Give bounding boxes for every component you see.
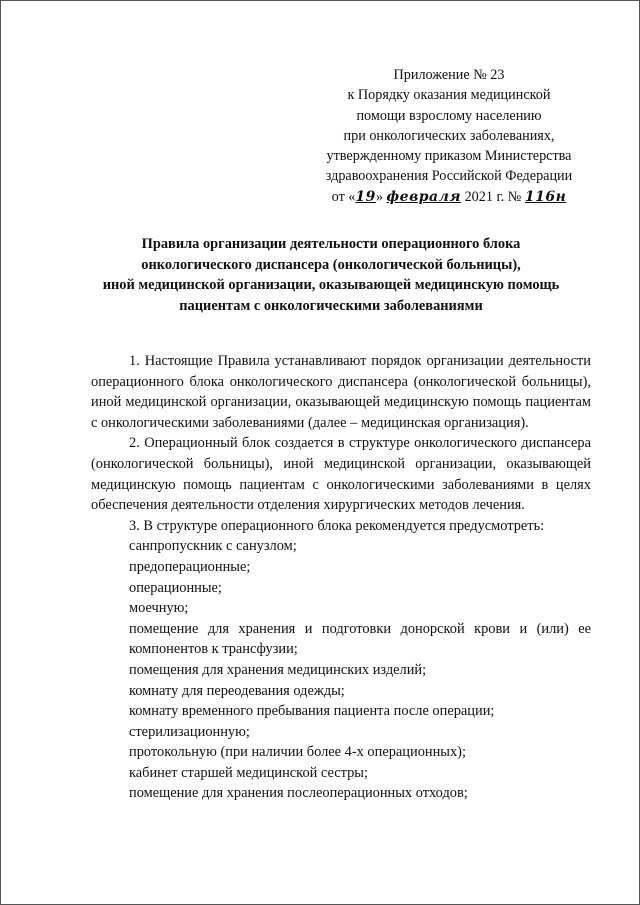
list-item: операционные; bbox=[129, 579, 222, 596]
list-item: моечную; bbox=[129, 600, 189, 617]
list-item: помещение для хранения послеоперационных отходов; bbox=[129, 785, 468, 802]
title-line: онкологического диспансера (онкологической больницы), bbox=[141, 256, 521, 273]
list-item: протокольную (при наличии более 4-х операционных); bbox=[129, 744, 466, 761]
paragraph-1: 1. Настоящие Правила устанавливают порядок организации деятельности операционного блока онкологического диспансера (онкологической больницы), иной медицинской организации, оказывающей медицинскую помощь пациентам с онкологическими заболеваниями (далее – медицинская организация). bbox=[91, 353, 591, 431]
list-item: стерилизационную; bbox=[129, 723, 250, 740]
appendix-line: помощи взрослому населению bbox=[356, 107, 542, 124]
appendix-line: при онкологических заболеваниях, bbox=[343, 127, 555, 144]
date-year: 2021 г. № bbox=[464, 188, 522, 205]
list-item: комнату временного пребывания пациента после операции; bbox=[129, 703, 495, 720]
list-item-blood-storage: помещение для хранения и подготовки донорской крови и (или) ее компонентов к трансфузии; bbox=[129, 620, 591, 658]
list-item: предоперационные; bbox=[129, 558, 251, 575]
appendix-line: утвержденному приказом Министерства bbox=[326, 148, 572, 165]
paragraph-3: 3. В структуре операционного блока рекомендуется предусмотреть: bbox=[129, 517, 545, 534]
appendix-header bbox=[299, 65, 599, 207]
appendix-line: здравоохранения Российской Федерации bbox=[325, 168, 573, 185]
appendix-line: к Порядку оказания медицинской bbox=[347, 87, 551, 104]
document-title bbox=[61, 234, 601, 316]
title-line: иной медицинской организации, оказывающей медицинскую помощь bbox=[102, 277, 560, 293]
document-body bbox=[91, 351, 591, 804]
list-item: санпропускник с санузлом; bbox=[129, 538, 297, 555]
list-item: комнату для переодевания одежды; bbox=[129, 682, 345, 699]
list-item: кабинет старшей медицинской сестры; bbox=[129, 764, 368, 781]
handwritten-order-number: 116н bbox=[524, 188, 567, 205]
handwritten-day: 19 bbox=[355, 188, 376, 205]
title-line: пациентам с онкологическими заболеваниями bbox=[179, 297, 483, 314]
handwritten-month: февраля bbox=[386, 188, 462, 205]
order-date-line bbox=[299, 187, 599, 207]
paragraph-2: 2. Операционный блок создается в структуре онкологического диспансера (онкологической больницы), иной медицинской организации, оказывающей медицинскую помощь пациентам с онкологическими заболеваниями в целях обеспечения деятельности отделения хирургических методов лечения. bbox=[91, 435, 591, 514]
title-line: Правила организации деятельности операционного блока bbox=[141, 236, 521, 252]
list-item: помещения для хранения медицинских изделий; bbox=[129, 661, 427, 678]
date-mid: » bbox=[375, 188, 383, 205]
appendix-line: Приложение № 23 bbox=[393, 67, 505, 83]
date-prefix: от « bbox=[331, 188, 356, 205]
